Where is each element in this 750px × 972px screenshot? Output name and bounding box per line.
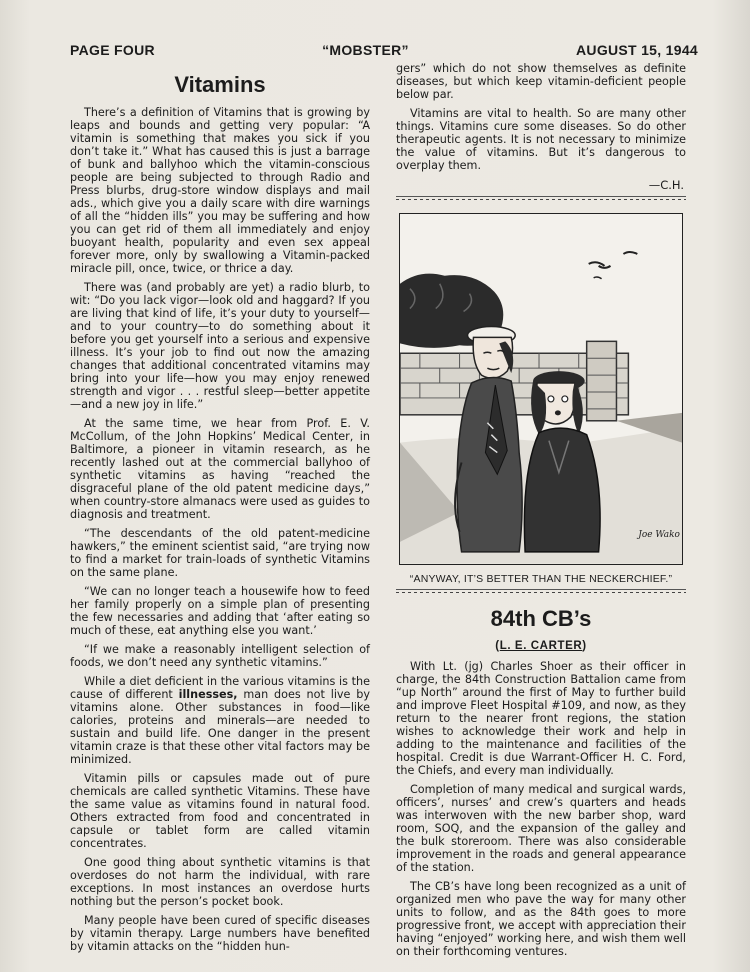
- cartoon-drawing: [400, 214, 682, 564]
- cbs-paragraph-2: Completion of many medical and surgical wards, officers’, nurses’ and crew’s quarters and heads was interwoven with the new barber shop, ward room, SOQ, and the expansion of the galley and the bulk storeroom. There was also considerable improvement in the roads and general appearance of the station.: [396, 783, 686, 874]
- paragraph-text: man does not live by vitamins alone. Other substances in food—like calories, proteins and minerals—are needed to sustain and build life. One danger in the present vitamin craze is that these other vital factors may be minimized.: [70, 688, 370, 766]
- section-divider: [396, 196, 686, 203]
- section-divider: [396, 589, 686, 596]
- issue-date: AUGUST 15, 1944: [576, 42, 698, 58]
- cbs-byline: (L. E. CARTER): [495, 640, 587, 652]
- cbs-paragraph-3: The CB’s have long been recognized as a unit of organized men who pave the way for many other units to follow, and as the 84th goes to more progressive front, we accept with appreciation their having “enjoyed” working here, and wish them well on their forthcoming ventures.: [396, 880, 686, 958]
- vitamins-title: Vitamins: [174, 72, 266, 97]
- cartoon-artist-signature: Joe Wako: [638, 529, 680, 540]
- newspaper-name: “MOBSTER”: [322, 42, 409, 58]
- article-signature: —C.H.: [648, 178, 684, 192]
- page-number: PAGE FOUR: [70, 42, 155, 58]
- vitamins-paragraph-12: Vitamins are vital to health. So are many other things. Vitamins cure some diseases. So do other therapeutic agents. It is not necessary to minimize the value of vitamins. But it’s dangerous to overplay them.: [396, 107, 686, 172]
- cartoon-caption: “ANYWAY, IT’S BETTER THAN THE NECKERCHIEF.”: [409, 573, 673, 585]
- cartoon-illustration: [399, 213, 683, 565]
- page-header: [70, 42, 698, 58]
- cbs-paragraph-1: With Lt. (jg) Charles Shoer as their officer in charge, the 84th Construction Battalion came from “up North” around the first of May to further build and improve Fleet Hospital #109, and now, as they return to the nearer front regions, the station wishes to acknowledge their work and help in adding to the maintenance and facilities of the hospital. Credit is due Warrant-Officer H. C. Ford, the Chiefs, and every man individually.: [396, 660, 686, 777]
- vitamins-paragraph-8: Vitamin pills or capsules made out of pure chemicals are called synthetic Vitamins. These have the same value as vitamins found in natural food. Others extracted from food and concentrated in capsule or tablet form are called vitamin concentrates.: [70, 772, 370, 850]
- vitamins-paragraph-7: [70, 675, 370, 766]
- vitamins-paragraph-4: “The descendants of the old patent-medicine hawkers,” the eminent scientist said, “are trying now to find a market for train-loads of synthetic Vitamins on the same plane.: [70, 527, 370, 579]
- left-column: [70, 72, 370, 959]
- author-name: L. E. CARTER: [499, 640, 583, 652]
- bold-word: illnesses,: [178, 688, 238, 701]
- cbs-title: 84th CB’s: [490, 606, 592, 631]
- right-column: [396, 62, 686, 964]
- vitamins-paragraph-2: There was (and probably are yet) a radio blurb, to wit: “Do you lack vigor—look old and haggard? If you are living that kind of life, it’s your duty to yourself—and to your country—to do something about it before you get yourself into a serious and expensive illness. It’s your job to find out now the amazing changes that additional concentrated vitamins may bring into your life—how you may enjoy renewed strength and vigor . . . restful sleep—better appetite—and a new joy in life.”: [70, 281, 370, 411]
- paragraph-text: While a diet deficient in the various vitamins is the cause of different: [70, 675, 370, 701]
- vitamins-paragraph-3: At the same time, we hear from Prof. E. V. McCollum, of the John Hopkins’ Medical Center, in Baltimore, a pioneer in vitamin research, as he recently lashed out at the commercial ballyhoo of synthetic vitamins as having “reached the disgraceful plane of the old patent medicine days,” when country-store almanacs were used as guides to diagnosis and treatment.: [70, 417, 370, 521]
- vitamins-paragraph-11: gers” which do not show themselves as definite diseases, but which keep vitamin-deficient people below par.: [396, 62, 686, 101]
- vitamins-paragraph-10: Many people have been cured of specific diseases by vitamin therapy. Large numbers have benefited by vitamin attacks on the “hidden hun-: [70, 914, 370, 953]
- vitamins-paragraph-9: One good thing about synthetic vitamins is that overdoses do not harm the individual, with rare exceptions. In most instances an overdose hurts nothing but the person’s pocket book.: [70, 856, 370, 908]
- vitamins-paragraph-5: “We can no longer teach a housewife how to feed her family properly on a simple plan of presenting the few necessaries and adding that ‘after eating so much of these, eat anything else you want.’: [70, 585, 370, 637]
- vitamins-paragraph-6: “If we make a reasonably intelligent selection of foods, we don’t need any synthetic vitamins.”: [70, 643, 370, 669]
- vitamins-paragraph-1: There’s a definition of Vitamins that is growing by leaps and bounds and getting very popular: “A vitamin is something that makes you sick if you don’t take it.” What has caused this is just a barrage of bunk and ballyhoo which the vitamin-conscious people are being subjected to through Radio and Press blurbs, drug-store window displays and mail ads., which give you a daily scare with dire warnings of all the “hidden ills” you may be suffering and how you can get rid of them all immediately and enjoy buoyant health, popularity and even sex appeal forever more, only by swallowing a Vitamin-packed miracle pill, once, twice, or thrice a day.: [70, 106, 370, 275]
